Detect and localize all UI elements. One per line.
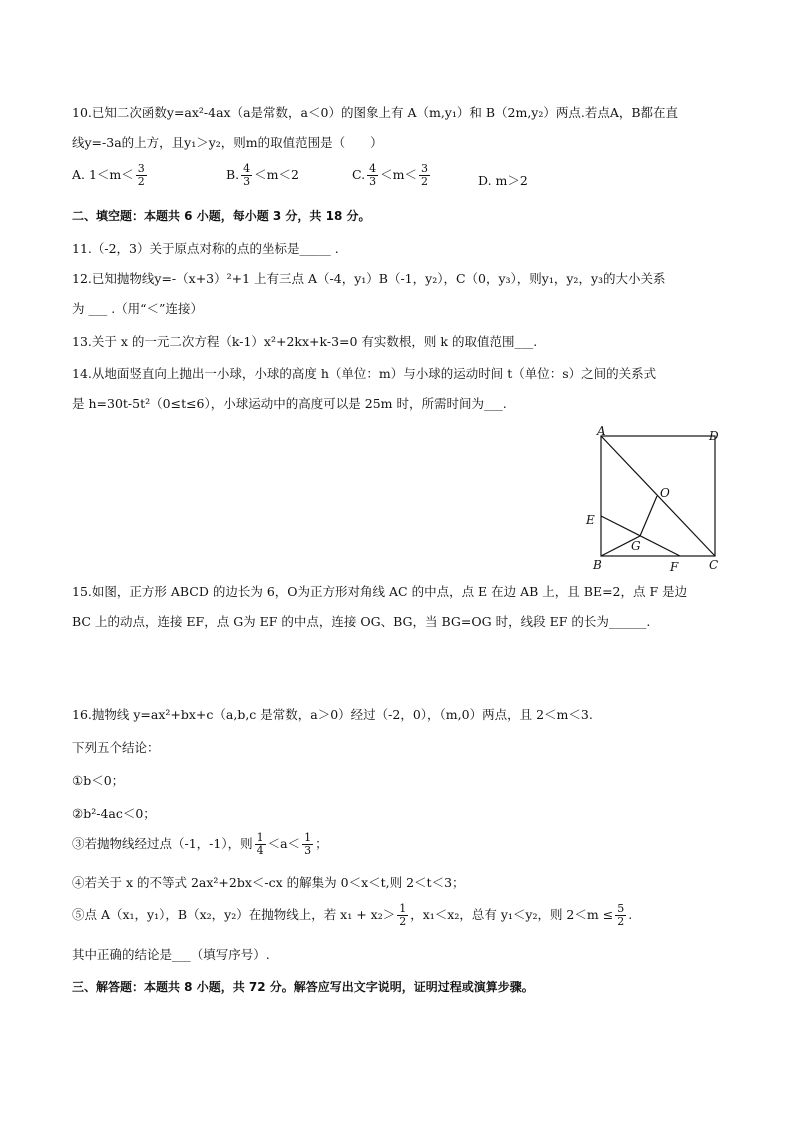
q10-option-a-den: 2 [137, 175, 145, 188]
q16-c5-den2: 2 [617, 915, 625, 928]
q16-line2: 下列五个结论： [72, 740, 160, 755]
q10-option-a [72, 163, 149, 188]
q16-c3-num1: 1 [256, 831, 264, 844]
label-g: G [631, 539, 641, 553]
q12-line1: 12.已知抛物线y=-（x+3）²+1 上有三点 A（-4，y₁）B（-1，y₂），C（0，y₃），则y₁，y₂，y₃的大小关系 [72, 271, 666, 286]
q16-c3-text: ③若抛物线经过点（-1，-1），则 [72, 836, 253, 851]
q14-line2: 是 h=30t-5t²（0≤t≤6），小球运动中的高度可以是 25m 时，所需时间为___. [72, 396, 507, 411]
q10-line2: 线y=-3a的上方，且y₁＞y₂，则m的取值范围是（ ） [72, 135, 383, 150]
q10-option-d: D. m＞2 [478, 173, 528, 188]
label-b: B [593, 558, 602, 572]
diagonal-ac [601, 436, 715, 556]
section-2-heading: 二、填空题：本题共 6 小题，每小题 3 分，共 18 分。 [72, 209, 371, 223]
q16-c5-mid: ，x₁＜x₂，总有 y₁＜y₂，则 2＜m ≤ [410, 907, 614, 922]
q15-line1: 15.如图，正方形 ABCD 的边长为 6，O为正方形对角线 AC 的中点，点 E 在边 AB 上，且 BE=2，点 F 是边 [72, 584, 688, 599]
label-d: D [709, 429, 719, 443]
q16-conclusion-1: ①b＜0； [72, 773, 125, 788]
q14-line1: 14.从地面竖直向上抛出一小球，小球的高度 h（单位：m）与小球的运动时间 t（单位：s）之间的关系式 [72, 366, 657, 381]
label-c: C [709, 558, 719, 572]
q13: 13.关于 x 的一元二次方程（k-1）x²+2kx+k-3=0 有实数根，则 k 的取值范围___. [72, 334, 538, 349]
q16-c5-fraction1 [397, 903, 408, 928]
q16-conclusion-4: ④若关于 x 的不等式 2ax²+2bx＜-cx 的解集为 0＜x＜t,则 2＜t＜3； [72, 875, 465, 890]
q10-option-b-den: 3 [243, 175, 251, 188]
q11: 11.（-2，3）关于原点对称的点的坐标是_____ . [72, 241, 339, 256]
q16-conclusion-5 [72, 903, 632, 928]
q16-c5-text: ⑤点 A（x₁，y₁），B（x₂，y₂）在抛物线上，若 x₁ + x₂＞ [72, 907, 396, 922]
q16-c3-num2: 1 [304, 831, 312, 844]
q16-conclusion-2: ②b²-4ac＜0； [72, 806, 156, 821]
q10-option-b-suffix: ＜m＜2 [254, 167, 299, 182]
q16-c5-fraction2 [615, 903, 626, 928]
square-figure [585, 425, 735, 575]
q12-line2: 为 ___ .（用“＜”连接） [72, 301, 203, 316]
q10-option-b-text: B. [226, 167, 240, 182]
q16-c3-suffix: ； [315, 836, 328, 851]
q16-c3-mid: ＜a＜ [267, 836, 301, 851]
q10-option-c-num1: 4 [369, 162, 377, 175]
q10-option-b-fraction [241, 163, 252, 188]
q16-conclusion-3 [72, 832, 328, 857]
segment-og [640, 496, 657, 536]
q16-answer: 其中正确的结论是___（填写序号）. [72, 947, 270, 962]
q10-option-c-text: C. [352, 167, 366, 182]
q10-option-b-num: 4 [243, 162, 251, 175]
q16-c5-num2: 5 [617, 902, 625, 915]
q10-option-c-den1: 3 [369, 175, 377, 188]
q10-option-c-fraction1 [367, 163, 378, 188]
q15-line2: BC 上的动点，连接 EF，点 G为 EF 的中点，连接 OG、BG，当 BG=OG 时，线段 EF 的长为______. [72, 614, 651, 629]
q10-option-a-text: A. 1＜m＜ [72, 167, 134, 182]
q10-option-a-num: 3 [137, 162, 145, 175]
q10-line1: 10.已知二次函数y=ax²-4ax（a是常数，a＜0）的图象上有 A（m,y₁）和 B（2m,y₂）两点.若点A，B都在直 [72, 105, 679, 120]
q16-c5-num1: 1 [399, 902, 407, 915]
q10-option-c-fraction2 [419, 163, 430, 188]
q10-option-a-fraction [136, 163, 147, 188]
q16-line1: 16.抛物线 y=ax²+bx+c（a,b,c 是常数，a＞0）经过（-2，0），（m,0）两点，且 2＜m＜3. [72, 707, 593, 722]
label-e: E [586, 513, 595, 527]
q16-c5-suffix: . [628, 907, 633, 922]
q10-option-c [352, 163, 432, 188]
section-3-heading: 三、解答题：本题共 8 小题，共 72 分。解答应写出文字说明，证明过程或演算步骤。 [72, 980, 534, 994]
label-f: F [670, 560, 679, 574]
q16-c3-den1: 4 [256, 844, 264, 857]
q16-c3-fraction1 [255, 832, 266, 857]
label-o: O [660, 486, 670, 500]
q10-option-b [226, 163, 299, 188]
q16-c3-den2: 3 [304, 844, 312, 857]
q10-option-c-den2: 2 [420, 175, 428, 188]
q16-c5-den1: 2 [399, 915, 407, 928]
q10-option-c-mid: ＜m＜ [380, 167, 417, 182]
label-a: A [597, 425, 606, 438]
q16-c3-fraction2 [302, 832, 313, 857]
q10-option-c-num2: 3 [420, 162, 428, 175]
